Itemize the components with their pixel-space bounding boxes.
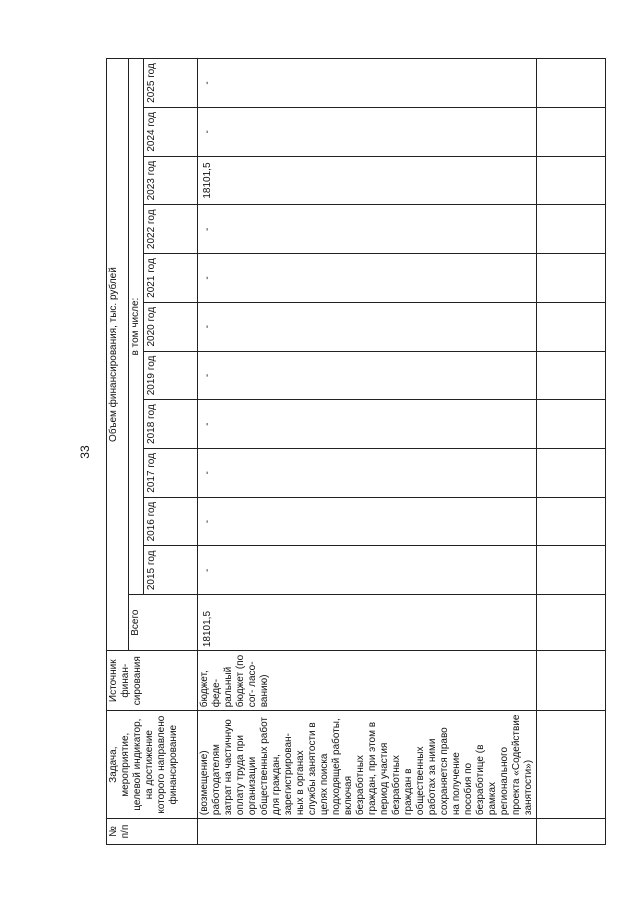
empty-cell	[537, 711, 606, 819]
empty-cell	[537, 819, 606, 845]
header-including: в том числе:	[129, 59, 144, 595]
header-year: 2018 год	[144, 400, 198, 449]
header-year: 2021 год	[144, 254, 198, 303]
empty-cell	[537, 595, 606, 651]
header-total: Всего	[129, 595, 198, 651]
row-year-value: -	[198, 351, 537, 400]
header-year: 2015 год	[144, 546, 198, 595]
row-year-value: -	[198, 205, 537, 254]
header-year: 2022 год	[144, 205, 198, 254]
header-year: 2020 год	[144, 302, 198, 351]
row-year-value: 18101,5	[198, 156, 537, 205]
row-year-value: -	[198, 546, 537, 595]
empty-cell	[537, 107, 606, 156]
empty-cell	[537, 546, 606, 595]
header-volume: Объем финансирования, тыс. рублей	[107, 59, 129, 651]
header-year: 2017 год	[144, 449, 198, 498]
empty-cell	[537, 351, 606, 400]
header-num: № п/п	[107, 819, 198, 845]
financing-table-rotated	[106, 58, 606, 845]
row-source: бюджет, феде- ральный бюджет (по сог- ласо- ванию)	[198, 651, 537, 711]
empty-cell	[537, 449, 606, 498]
row-year-value: -	[198, 497, 537, 546]
row-year-value: -	[198, 400, 537, 449]
header-year: 2024 год	[144, 107, 198, 156]
empty-cell	[537, 156, 606, 205]
header-source: Источник финан- сирования	[107, 651, 198, 711]
empty-cell	[537, 205, 606, 254]
row-year-value: -	[198, 254, 537, 303]
row-task: (возмещение) работодателям затрат на частичную оплату труда при организации общественных работ для граждан, зарегистрирован- ных в органах службы занятости в целях поиска подходящей работы, включая безработных граждан, при этом в период участия безработных граждан в общественных работах за ними сохраняется право на получение пособия по безработице (в рамках регионального проекта «Содействие занятости»)	[198, 711, 537, 819]
row-year-value: -	[198, 59, 537, 108]
header-year: 2016 год	[144, 497, 198, 546]
empty-cell	[537, 400, 606, 449]
row-total: 18101,5	[198, 595, 537, 651]
empty-cell	[537, 497, 606, 546]
row-year-value: -	[198, 449, 537, 498]
header-task: Задача, мероприятие, целевой индикатор, на достижение которого направлено финансирование	[107, 711, 198, 819]
financing-table	[106, 58, 606, 845]
row-year-value: -	[198, 302, 537, 351]
row-year-value: -	[198, 107, 537, 156]
header-year: 2025 год	[144, 59, 198, 108]
empty-cell	[537, 59, 606, 108]
table-row	[198, 59, 537, 845]
header-year: 2019 год	[144, 351, 198, 400]
empty-cell	[537, 302, 606, 351]
header-year: 2023 год	[144, 156, 198, 205]
empty-cell	[537, 651, 606, 711]
empty-cell	[537, 254, 606, 303]
row-num	[198, 819, 537, 845]
empty-row	[537, 59, 606, 845]
